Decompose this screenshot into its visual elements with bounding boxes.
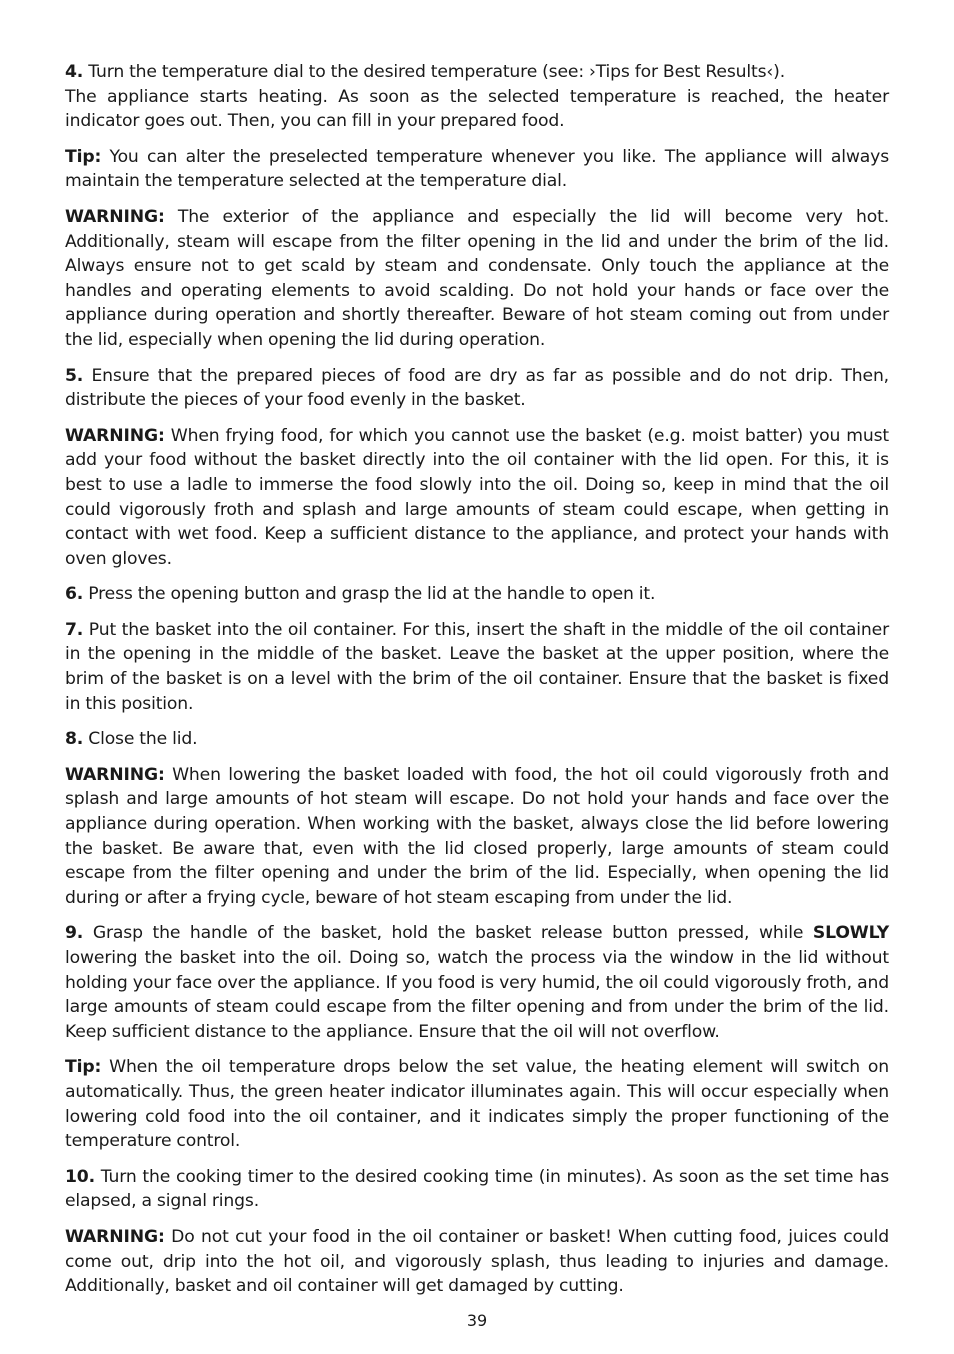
tip-label: Tip:: [65, 1057, 102, 1078]
step-8-paragraph: [65, 727, 889, 752]
emphasis-text: SLOWLY: [812, 923, 890, 944]
step-10-paragraph: [65, 1165, 889, 1214]
step-5-paragraph: [65, 364, 889, 413]
warning-text: Do not cut your food in the oil container or basket! When cutting food, juices could come out, drip into the hot oil, and vigorously splash, thus leading to injuries and damage. Additionally, basket and oil container will get damaged by cutting.: [65, 1226, 889, 1297]
warning-paragraph: [65, 205, 889, 353]
step-text: Ensure that the prepared pieces of food are dry as far as possible and do not drip. Then, distribute the pieces of your food evenly in the basket.: [65, 365, 889, 411]
step-7-paragraph: [65, 618, 889, 716]
warning-text: When frying food, for which you cannot use the basket (e.g. moist batter) you must add your food without the basket directly into the oil container with the lid open. For this, it is best to use a ladle to immerse the food slowly into the oil. Doing so, keep in mind that the oil could vigorously froth and splash and large amounts of steam could escape, when getting in contact with wet food. Keep a sufficient distance to the appliance, and protect your hands with oven gloves.: [65, 425, 890, 569]
tip-paragraph: [65, 145, 889, 194]
step-label: 10.: [65, 1166, 95, 1187]
step-text: Turn the temperature dial to the desired temperature (see: ›Tips for Best Results‹).: [88, 62, 786, 82]
step-label: 9.: [65, 923, 84, 944]
step-text-continued: lowering the basket into the oil. Doing so, watch the process via the window in the lid without holding your face over the appliance. If you food is very humid, the oil could vigorously froth, and large amounts of steam could escape from the filter opening and from under the brim of the lid. Keep sufficient distance to the appliance. Ensure that the oil will not overflow.: [65, 948, 889, 1042]
step-text: Grasp the handle of the basket, hold the basket release button pressed, while: [92, 923, 804, 944]
manual-page-body: [65, 60, 889, 1310]
step-9-paragraph: [65, 921, 889, 1044]
warning-label: WARNING:: [65, 206, 165, 227]
warning-text: The exterior of the appliance and especially the lid will become very hot. Additionally, steam will escape from the filter opening in the lid and under the brim of the lid. Always ensure not to get scald by steam and condensate. Only touch the appliance at the handles and operating elements to avoid scalding. Do not hold your hands or face over the appliance during operation and shortly thereafter. Beware of hot steam coming out from under the lid, especially when opening the lid during operation.: [65, 206, 890, 350]
tip-paragraph: [65, 1055, 889, 1153]
warning-label: WARNING:: [65, 425, 165, 446]
step-label: 5.: [65, 365, 84, 386]
warning-label: WARNING:: [65, 1226, 165, 1247]
step-label: 4.: [65, 62, 84, 82]
step-6-paragraph: [65, 582, 889, 607]
warning-paragraph: [65, 424, 889, 572]
step-label: 6.: [65, 584, 84, 605]
warning-paragraph: [65, 1225, 889, 1299]
warning-paragraph: [65, 763, 889, 911]
step-text: Turn the cooking timer to the desired cooking time (in minutes). As soon as the set time has elapsed, a signal rings.: [65, 1166, 890, 1212]
step-text: Put the basket into the oil container. For this, insert the shaft in the middle of the oil container in the opening in the middle of the basket. Leave the basket at the upper position, where the brim of the basket is on a level with the brim of the oil container. Ensure that the basket is fixed in this position.: [65, 619, 890, 714]
step-label: 8.: [65, 729, 84, 750]
tip-label: Tip:: [65, 146, 102, 167]
step-label: 7.: [65, 619, 84, 640]
tip-text: When the oil temperature drops below the set value, the heating element will switch on automatically. Thus, the green heater indicator illuminates again. This will occur especially when lowering cold food into the oil container, and it indicates simply the proper functioning of the temperature control.: [65, 1057, 890, 1152]
step-text: Press the opening button and grasp the lid at the handle to open it.: [88, 584, 656, 605]
warning-text: When lowering the basket loaded with food, the hot oil could vigorously froth and splash and large amounts of hot steam will escape. Do not hold your hands and face over the appliance during operation. When working with the basket, always close the lid before lowering the basket. Be aware that, even with the lid closed properly, large amounts of steam could escape from the filter opening and under the brim of the lid. Especially, when opening the lid during or after a frying cycle, beware of hot steam escaping from under the lid.: [65, 764, 889, 908]
tip-text: You can alter the preselected temperature whenever you like. The appliance will always maintain the temperature selected at the temperature dial.: [65, 146, 889, 192]
step-text: Close the lid.: [88, 729, 198, 750]
page-number: 39: [466, 1311, 488, 1330]
step-4-paragraph: [65, 60, 889, 134]
step-extra-text: The appliance starts heating. As soon as the selected temperature is reached, the heater indicator goes out. Then, you can fill in your prepared food.: [65, 86, 889, 132]
warning-label: WARNING:: [65, 764, 165, 785]
